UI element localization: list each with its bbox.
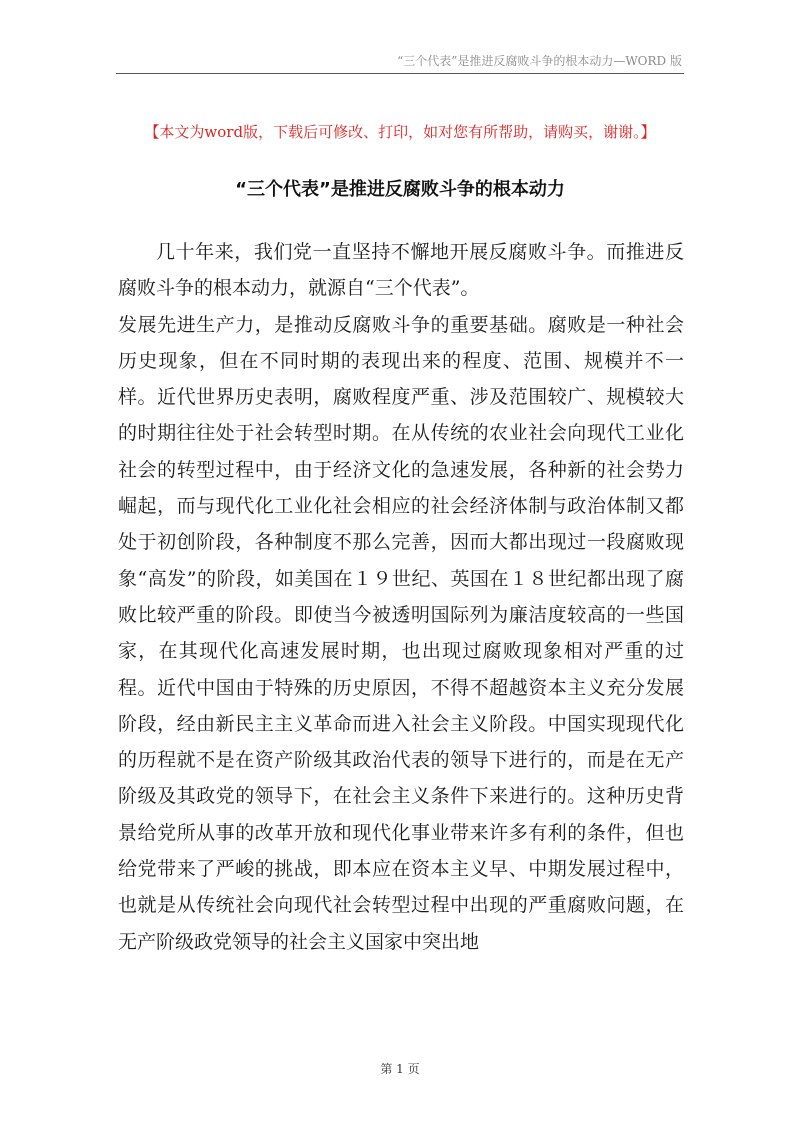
paragraph-intro: 几十年来，我们党一直坚持不懈地开展反腐败斗争。而推进反腐败斗争的根本动力，就源自“三个代表”。 [118,241,684,300]
paragraph-productivity: 发展先进生产力，是推动反腐败斗争的重要基础。腐败是一种社会历史现象，但在不同时期的表现出来的程度、范围、规模并不一样。近代世界历史表明，腐败程度严重、涉及范围较广、规模较大的时期往往处于社会转型时期。在从传统的农业社会向现代工业化社会的转型过程中，由于经济文化的急速发展，各种新的社会势力崛起，而与现代化工业化社会相应的社会经济体制与政治体制又都处于初创阶段，各种制度不那么完善，因而大都出现过一段腐败现象“高发”的阶段，如美国在１９世纪、英国在１８世纪都出现了腐败比较严重的阶段。即使当今被透明国际列为廉洁度较高的一些国家，在其现代化高速发展时期，也出现过腐败现象相对严重的过程。近代中国由于特殊的历史原因，不得不超越资本主义充分发展阶段，经由新民主主义革命而进入社会主义阶段。中国实现现代化的历程就不是在资产阶级其政治代表的领导下进行的，而是在无产阶级及其政党的领导下，在社会主义条件下来进行的。这种历史背景给党所从事的改革开放和现代化事业带来许多有利的条件，但也给党带来了严峻的挑战，即本应在资本主义早、中期发展过程中，也就是从传统社会向现代社会转型过程中出现的严重腐败问题，在无产阶级政党领导的社会主义国家中突出地 [118,313,684,953]
running-header: “三个代表”是推进反腐败斗争的根本动力—WORD 版 [397,54,682,68]
document-body [118,234,684,960]
download-notice: 【本文为word版，下载后可修改、打印，如对您有所帮助，请购买，谢谢。】 [144,123,656,141]
document-title: “三个代表”是推进反腐败斗争的根本动力 [235,179,565,200]
page-number: 第 1 页 [380,1062,420,1076]
header-divider [116,73,684,74]
